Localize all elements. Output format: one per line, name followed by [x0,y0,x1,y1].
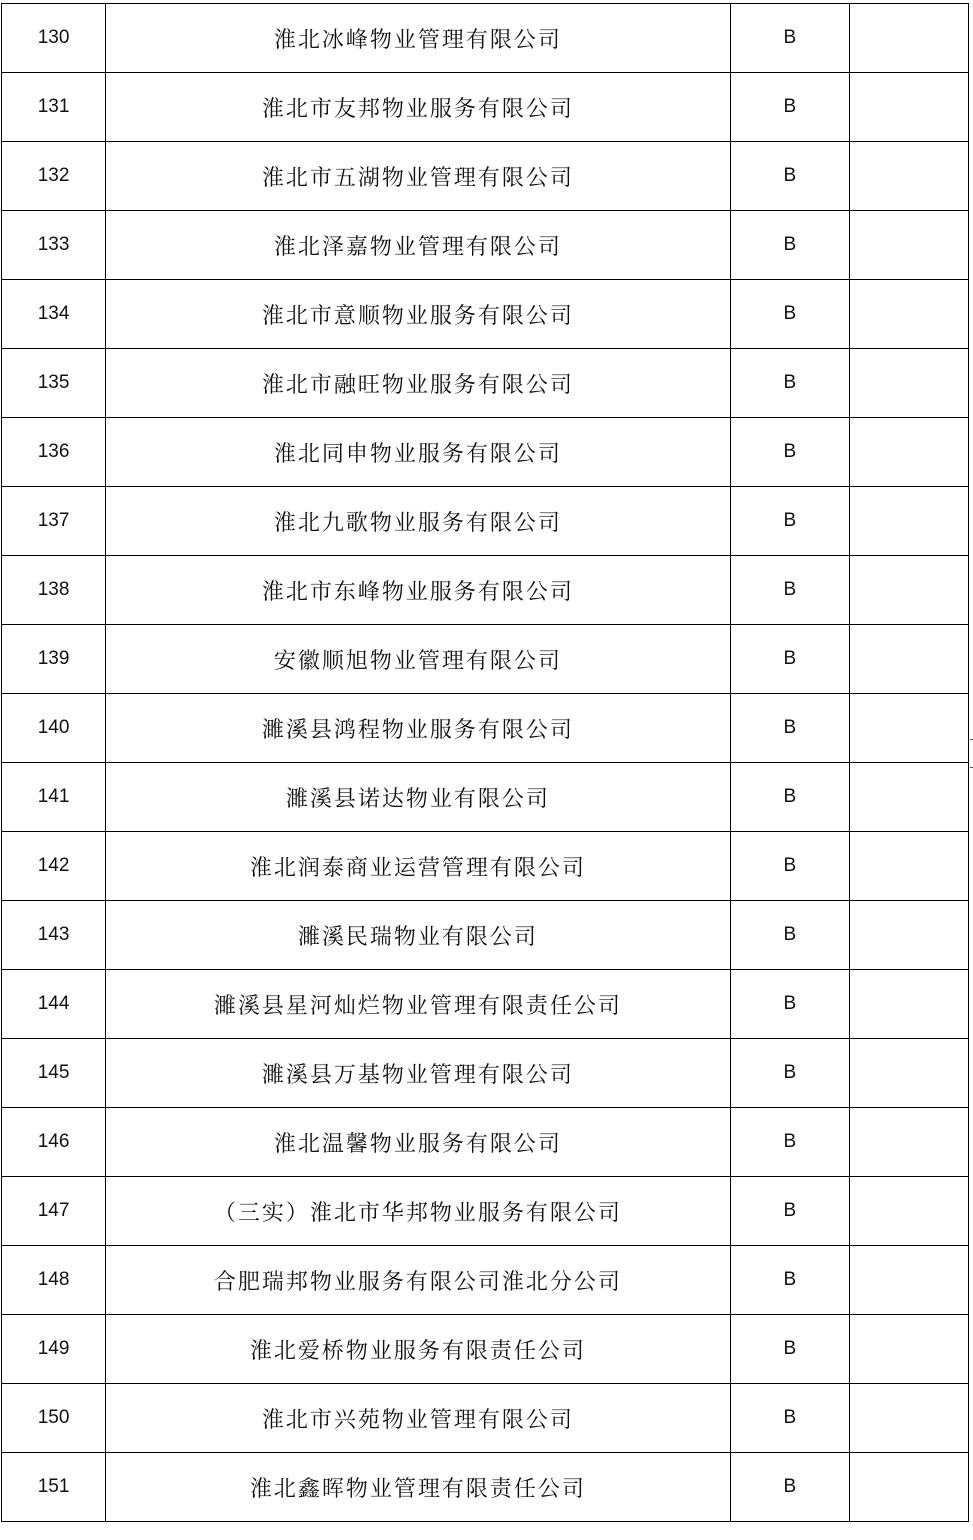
grade-cell: B [730,970,849,1039]
remarks-cell [849,901,968,970]
remarks-cell [849,1453,968,1522]
company-name-cell: 淮北润泰商业运营管理有限公司 [106,832,731,901]
row-number-cell: 135 [2,349,106,418]
company-name-cell: 濉溪县万基物业管理有限公司 [106,1039,731,1108]
grade-cell: B [730,1384,849,1453]
table-row [2,1246,969,1315]
company-name-cell: 安徽顺旭物业管理有限公司 [106,625,731,694]
row-number-cell: 136 [2,418,106,487]
grade-cell: B [730,487,849,556]
row-number-cell: 130 [2,4,106,73]
remarks-cell [849,1108,968,1177]
remarks-cell [849,280,968,349]
company-name-cell: 淮北冰峰物业管理有限公司 [106,4,731,73]
remarks-cell [849,4,968,73]
grade-cell: B [730,763,849,832]
remarks-cell [849,349,968,418]
company-name-cell: 濉溪县鸿程物业服务有限公司 [106,694,731,763]
row-number-cell: 146 [2,1108,106,1177]
row-number-cell: 143 [2,901,106,970]
table-row [2,211,969,280]
table-row [2,349,969,418]
table-row [2,418,969,487]
row-number-cell: 150 [2,1384,106,1453]
table-row [2,970,969,1039]
row-number-cell: 151 [2,1453,106,1522]
grade-cell: B [730,556,849,625]
remarks-cell [849,1315,968,1384]
remarks-cell [849,832,968,901]
company-name-cell: （三实）淮北市华邦物业服务有限公司 [106,1177,731,1246]
company-name-cell: 淮北爱桥物业服务有限责任公司 [106,1315,731,1384]
company-name-cell: 淮北温馨物业服务有限公司 [106,1108,731,1177]
table-row [2,1453,969,1522]
table-row [2,556,969,625]
row-number-cell: 132 [2,142,106,211]
grade-cell: B [730,625,849,694]
table-row [2,1315,969,1384]
company-name-cell: 淮北市兴苑物业管理有限公司 [106,1384,731,1453]
company-name-cell: 淮北市友邦物业服务有限公司 [106,73,731,142]
grade-cell: B [730,1039,849,1108]
company-name-cell: 淮北市意顺物业服务有限公司 [106,280,731,349]
grade-cell: B [730,1177,849,1246]
row-number-cell: 141 [2,763,106,832]
grade-cell: B [730,418,849,487]
table-row [2,1177,969,1246]
company-name-cell: 淮北同申物业服务有限公司 [106,418,731,487]
grade-cell: B [730,211,849,280]
row-number-cell: 145 [2,1039,106,1108]
company-name-cell: 淮北市东峰物业服务有限公司 [106,556,731,625]
row-number-cell: 140 [2,694,106,763]
grade-cell: B [730,142,849,211]
grade-cell: B [730,1315,849,1384]
table-row [2,1039,969,1108]
row-number-cell: 133 [2,211,106,280]
row-number-cell: 134 [2,280,106,349]
remarks-cell [849,970,968,1039]
remarks-cell [849,142,968,211]
company-name-cell: 淮北九歌物业服务有限公司 [106,487,731,556]
grade-cell: B [730,1453,849,1522]
table-row [2,487,969,556]
remarks-cell [849,1384,968,1453]
table-row [2,73,969,142]
table-row [2,832,969,901]
company-name-cell: 淮北泽嘉物业管理有限公司 [106,211,731,280]
remarks-cell [849,211,968,280]
remarks-cell [849,763,968,832]
table-row [2,694,969,763]
table-row [2,4,969,73]
company-name-cell: 淮北市融旺物业服务有限公司 [106,349,731,418]
grade-cell: B [730,832,849,901]
remarks-cell [849,625,968,694]
company-name-cell: 合肥瑞邦物业服务有限公司淮北分公司 [106,1246,731,1315]
table-row [2,1384,969,1453]
grade-cell: B [730,4,849,73]
grade-cell: B [730,280,849,349]
remarks-cell [849,487,968,556]
row-number-cell: 147 [2,1177,106,1246]
company-name-cell: 濉溪县星河灿烂物业管理有限责任公司 [106,970,731,1039]
company-rating-table [1,3,969,1522]
company-name-cell: 濉溪县诺达物业有限公司 [106,763,731,832]
grade-cell: B [730,901,849,970]
row-number-cell: 131 [2,73,106,142]
table-row [2,280,969,349]
table-row [2,763,969,832]
remarks-cell [849,694,968,763]
table-row [2,625,969,694]
grade-cell: B [730,694,849,763]
company-name-cell: 淮北市五湖物业管理有限公司 [106,142,731,211]
remarks-cell [849,1039,968,1108]
remarks-cell [849,1246,968,1315]
row-number-cell: 137 [2,487,106,556]
remarks-cell [849,556,968,625]
company-name-cell: 濉溪民瑞物业有限公司 [106,901,731,970]
grade-cell: B [730,1246,849,1315]
table-row [2,901,969,970]
row-number-cell: 148 [2,1246,106,1315]
company-name-cell: 淮北鑫晖物业管理有限责任公司 [106,1453,731,1522]
remarks-cell [849,418,968,487]
table-row [2,1108,969,1177]
row-number-cell: 139 [2,625,106,694]
grade-cell: B [730,73,849,142]
grade-cell: B [730,1108,849,1177]
table-row [2,142,969,211]
remarks-cell [849,1177,968,1246]
remarks-cell [849,73,968,142]
row-number-cell: 149 [2,1315,106,1384]
row-number-cell: 142 [2,832,106,901]
grade-cell: B [730,349,849,418]
table-body [2,4,969,1522]
row-number-cell: 144 [2,970,106,1039]
row-number-cell: 138 [2,556,106,625]
